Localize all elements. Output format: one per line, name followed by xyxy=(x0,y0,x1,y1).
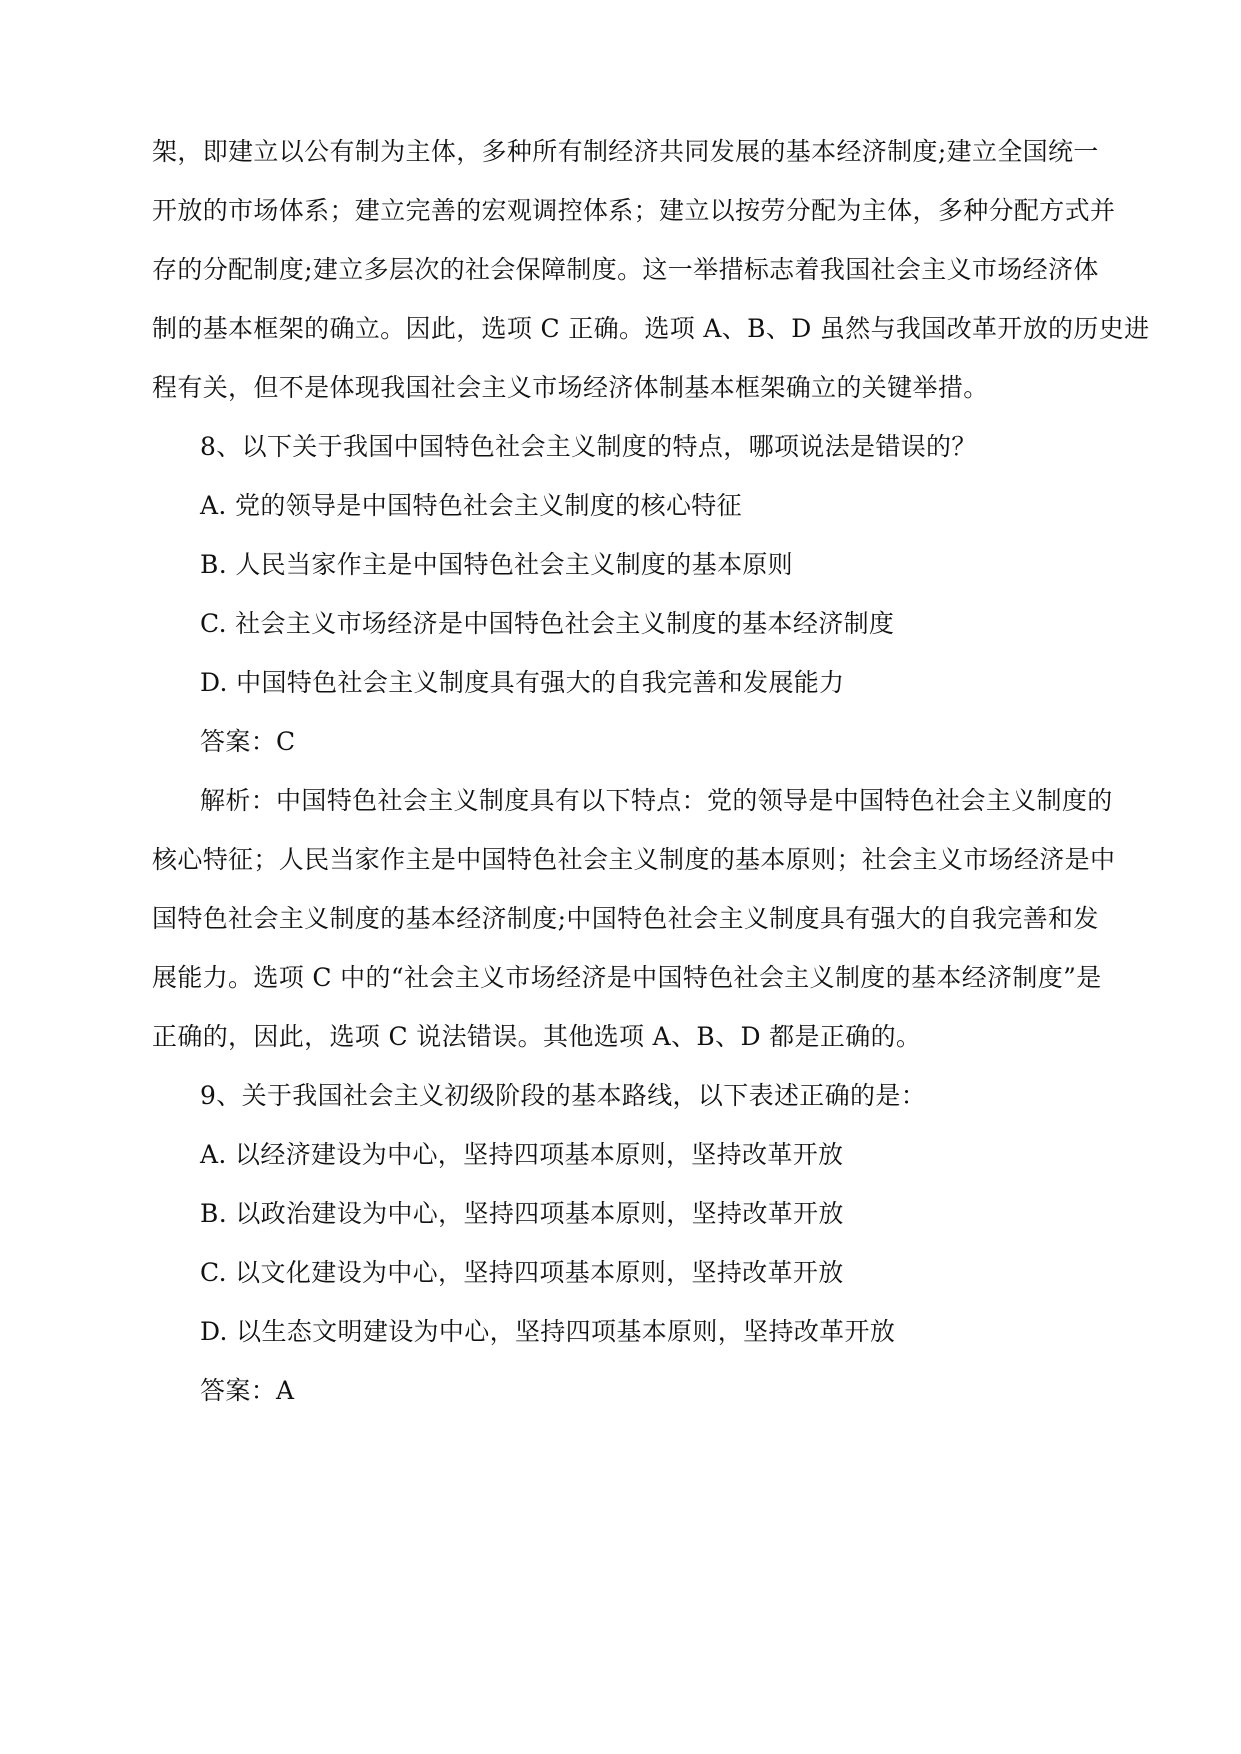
option-b: B. 人民当家作主是中国特色社会主义制度的基本原则 xyxy=(200,550,794,579)
option-d: D. 中国特色社会主义制度具有强大的自我完善和发展能力 xyxy=(200,668,845,697)
paragraph-line: 存的分配制度;建立多层次的社会保障制度。这一举措标志着我国社会主义市场经济体 xyxy=(152,255,1099,284)
paragraph-line: 核心特征；人民当家作主是中国特色社会主义制度的基本原则；社会主义市场经济是中 xyxy=(152,845,1116,874)
answer: 答案：C xyxy=(200,727,296,756)
paragraph-line: 程有关，但不是体现我国社会主义市场经济体制基本框架确立的关键举措。 xyxy=(152,373,989,402)
option-b: B. 以政治建设为中心，坚持四项基本原则，坚持改革开放 xyxy=(200,1199,844,1228)
paragraph-line: 架，即建立以公有制为主体，多种所有制经济共同发展的基本经济制度;建立全国统一 xyxy=(152,137,1099,166)
question-stem: 8、以下关于我国中国特色社会主义制度的特点，哪项说法是错误的？ xyxy=(200,432,977,461)
paragraph-line: 国特色社会主义制度的基本经济制度;中国特色社会主义制度具有强大的自我完善和发 xyxy=(152,904,1099,933)
option-c: C. 社会主义市场经济是中国特色社会主义制度的基本经济制度 xyxy=(200,609,895,638)
question-stem: 9、关于我国社会主义初级阶段的基本路线，以下表述正确的是： xyxy=(200,1081,927,1110)
option-d: D. 以生态文明建设为中心，坚持四项基本原则，坚持改革开放 xyxy=(200,1317,896,1346)
option-c: C. 以文化建设为中心，坚持四项基本原则，坚持改革开放 xyxy=(200,1258,844,1287)
paragraph-line: 制的基本框架的确立。因此，选项 C 正确。选项 A、B、D 虽然与我国改革开放的历史进 xyxy=(152,314,1150,343)
option-a: A. 以经济建设为中心，坚持四项基本原则，坚持改革开放 xyxy=(200,1140,844,1169)
paragraph-line: 解析：中国特色社会主义制度具有以下特点：党的领导是中国特色社会主义制度的 xyxy=(200,786,1113,815)
paragraph-line: 展能力。选项 C 中的“社会主义市场经济是中国特色社会主义制度的基本经济制度”是 xyxy=(152,963,1102,992)
paragraph-line: 开放的市场体系；建立完善的宏观调控体系；建立以按劳分配为主体，多种分配方式并 xyxy=(152,196,1116,225)
paragraph-line: 正确的，因此，选项 C 说法错误。其他选项 A、B、D 都是正确的。 xyxy=(152,1022,922,1051)
option-a: A. 党的领导是中国特色社会主义制度的核心特征 xyxy=(200,491,742,520)
answer: 答案：A xyxy=(200,1376,295,1405)
